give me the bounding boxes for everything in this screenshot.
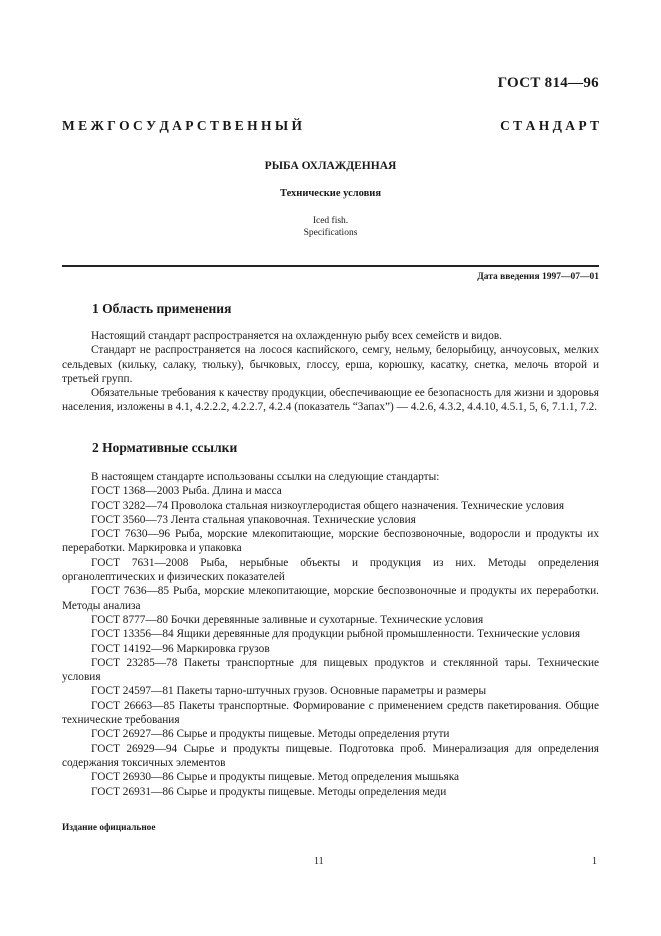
reference-item: ГОСТ 26931—86 Сырье и продукты пищевые. Методы определения меди xyxy=(91,785,447,798)
reference-item: ГОСТ 23285—78 Пакеты транспортные для пищевых продуктов и стеклянной тары. Технические условия xyxy=(62,656,599,684)
reference-item: ГОСТ 26663—85 Пакеты транспортные. Формирование с применением средств пакетирования. Общие технические требования xyxy=(62,699,599,727)
english-subtitle: Specifications xyxy=(303,228,358,238)
standard-type-word-standard: С Т А Н Д А Р Т xyxy=(500,118,599,133)
references-intro: В настоящем стандарте использованы ссылки на следующие стандарты: xyxy=(91,471,440,483)
introduction-date: Дата введения 1997—07—01 xyxy=(477,272,599,282)
section-1-paragraph: Обязательные требования к качеству продукции, обеспечивающие ее безопасность для жизни и здоровья населения, изложены в 4.1, 4.2.2.2, 4.2.2.7, 4.2.4 (показатель “Запах”) — 4.2.6, 4.3.2, 4.4.10, 4.5.1, 5, 6, 7.1.1, 7.2. xyxy=(62,387,599,414)
english-title: Iced fish. xyxy=(312,216,349,226)
title-divider xyxy=(62,265,599,267)
reference-item: ГОСТ 26927—86 Сырье и продукты пищевые. Методы определения ртути xyxy=(91,728,450,741)
reference-item: ГОСТ 7630—96 Рыба, морские млекопитающие, морские беспозвоночные, водоросли и продукты их переработки. Маркировка и упаковка xyxy=(62,528,599,555)
reference-item: ГОСТ 13356—84 Ящики деревянные для продукции рыбной промышленности. Технические условия xyxy=(91,628,581,641)
edition-note: Издание официальное xyxy=(62,823,156,833)
section-2-body xyxy=(62,470,599,799)
reference-item: ГОСТ 24597—81 Пакеты тарно-штучных грузов. Основные параметры и размеры xyxy=(91,685,487,698)
reference-item: ГОСТ 7636—85 Рыба, морские млекопитающие, морские беспозвоночные и продукты их переработки. Методы анализа xyxy=(62,585,599,612)
standard-type-line xyxy=(62,118,599,134)
section-1-paragraph: Стандарт не распространяется на лосося каспийского, семгу, нельму, белорыбицу, анчоусовых, мелких сельдевых (кильку, салаку, тюльку), бычковых, глоссу, ерша, корюшку, касатку, снетка, мелочь второй и третьей групп. xyxy=(62,344,599,385)
section-1-paragraph: Настоящий стандарт распространяется на охлажденную рыбу всех семейств и видов. xyxy=(91,330,503,342)
section-1-body xyxy=(62,329,599,415)
section-1-heading: 1 Область применения xyxy=(92,301,232,316)
reference-item: ГОСТ 26929—94 Сырье и продукты пищевые. Подготовка проб. Минерализация для определения содержания токсичных элементов xyxy=(62,742,599,769)
standard-number: ГОСТ 814—96 xyxy=(497,75,599,91)
standard-type-word-interstate: М Е Ж Г О С У Д А Р С Т В Е Н Н Ы Й xyxy=(62,118,303,133)
reference-item: ГОСТ 1368—2003 Рыба. Длина и масса xyxy=(91,485,282,498)
page-number: 11 xyxy=(314,856,324,867)
section-2-heading: 2 Нормативные ссылки xyxy=(92,440,238,455)
reference-item: ГОСТ 3560—73 Лента стальная упаковочная. Технические условия xyxy=(91,513,416,526)
sheet-number: 1 xyxy=(592,856,597,867)
reference-item: ГОСТ 8777—80 Бочки деревянные заливные и сухотарные. Технические условия xyxy=(91,613,484,626)
document-subtitle: Технические условия xyxy=(279,188,382,199)
reference-item: ГОСТ 14192—96 Маркировка грузов xyxy=(91,642,270,655)
reference-item: ГОСТ 26930—86 Сырье и продукты пищевые. Метод определения мышьяка xyxy=(91,771,460,784)
reference-item: ГОСТ 3282—74 Проволока стальная низкоуглеродистая общего назначения. Технические условия xyxy=(91,499,565,512)
document-title: РЫБА ОХЛАЖДЕННАЯ xyxy=(264,160,397,172)
reference-item: ГОСТ 7631—2008 Рыба, нерыбные объекты и продукция из них. Методы определения органолептических и физических показателей xyxy=(62,556,599,584)
